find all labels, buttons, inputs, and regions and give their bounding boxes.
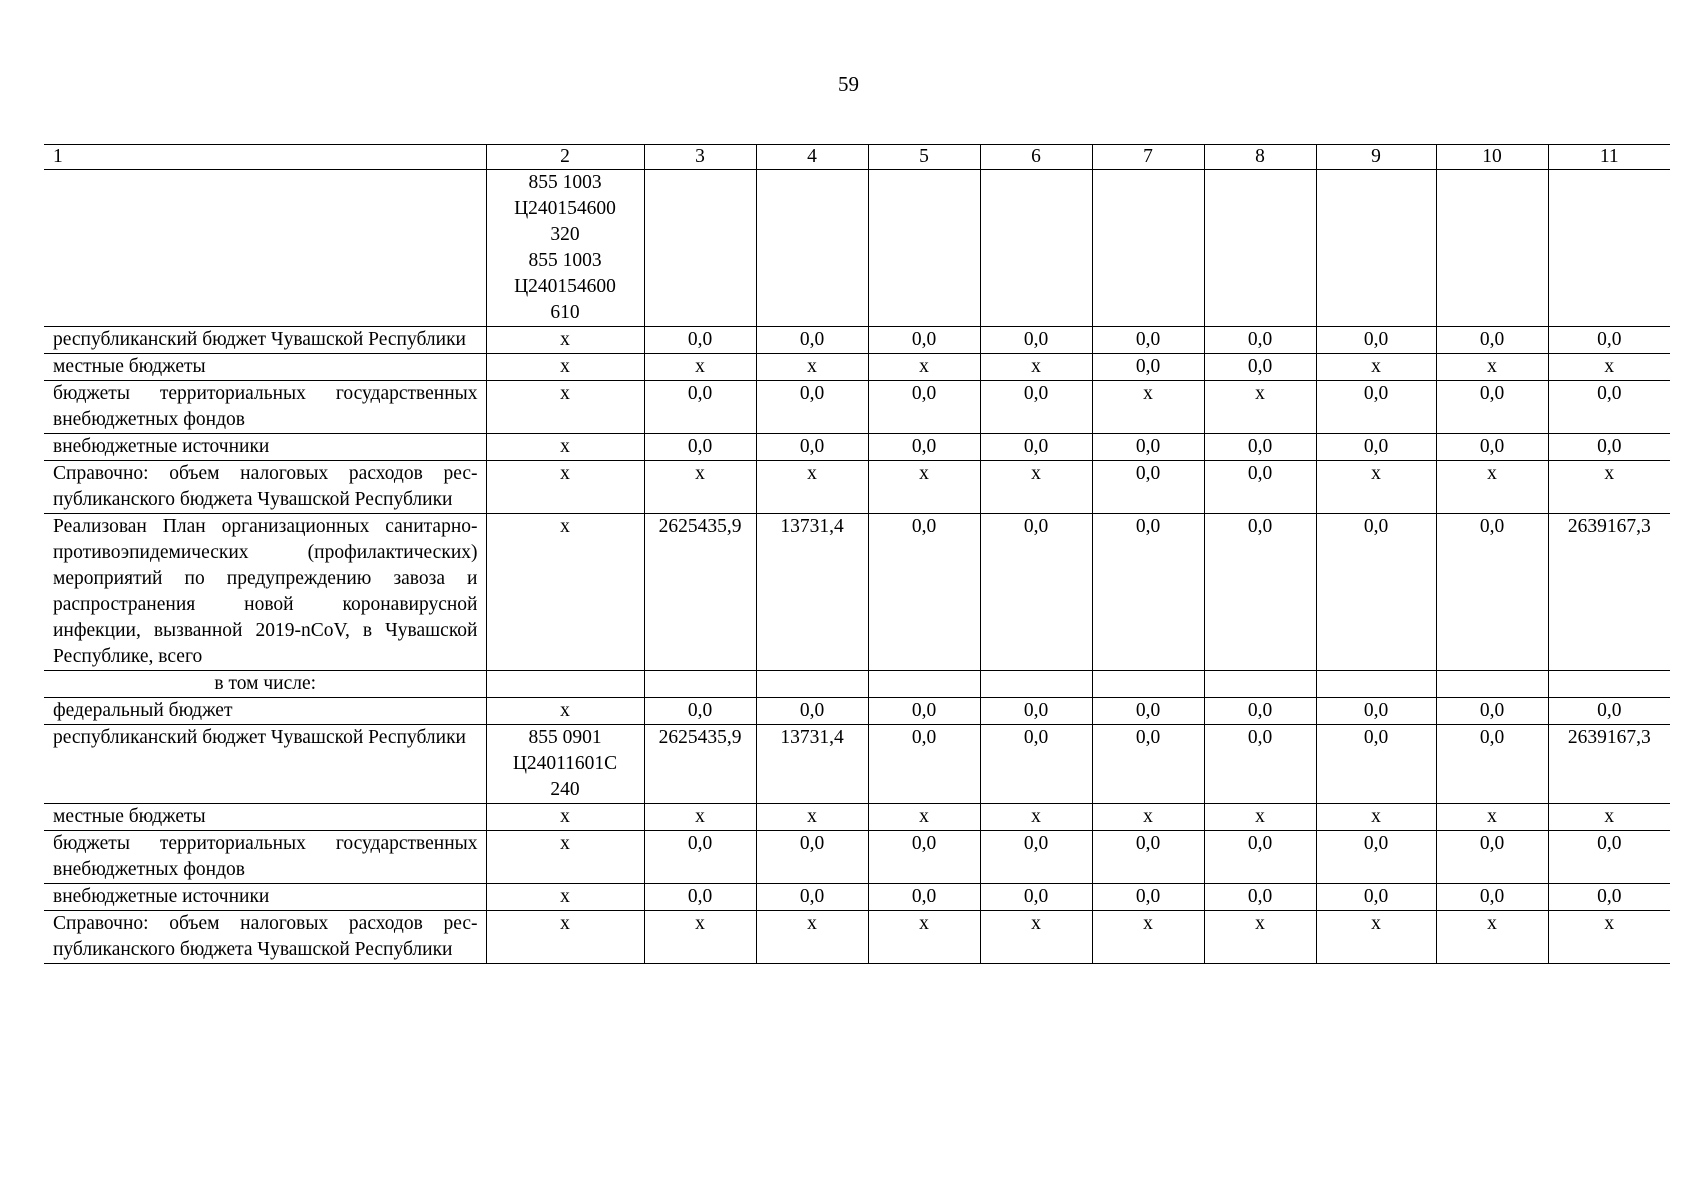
value-cell: 0,0 — [868, 884, 980, 911]
value-cell: х — [868, 911, 980, 964]
value-cell: 0,0 — [980, 381, 1092, 434]
value-cell: х — [1436, 804, 1548, 831]
value-cell: 0,0 — [1204, 725, 1316, 804]
budget-code-cell: х — [486, 434, 644, 461]
budget-code-cell: х — [486, 911, 644, 964]
value-cell: 0,0 — [1316, 381, 1436, 434]
value-cell: 0,0 — [868, 725, 980, 804]
row-label: в том числе: — [44, 671, 486, 698]
value-cell — [756, 170, 868, 327]
value-cell: 0,0 — [1436, 725, 1548, 804]
value-cell: 0,0 — [1204, 327, 1316, 354]
column-number: 10 — [1436, 145, 1548, 170]
table-row — [44, 831, 1670, 884]
budget-code-cell: х — [486, 327, 644, 354]
value-cell: 0,0 — [1436, 884, 1548, 911]
table-row — [44, 461, 1670, 514]
row-label: внебюджетные источники — [44, 884, 486, 911]
value-cell — [644, 170, 756, 327]
value-cell: 0,0 — [868, 327, 980, 354]
value-cell: 13731,4 — [756, 514, 868, 671]
column-number: 9 — [1316, 145, 1436, 170]
row-label: Справочно: объем налоговых расходов республиканского бюджета Чувашской Республики — [44, 461, 486, 514]
value-cell: х — [1548, 461, 1670, 514]
value-cell: 0,0 — [1436, 514, 1548, 671]
value-cell: 0,0 — [756, 698, 868, 725]
value-cell: х — [1092, 381, 1204, 434]
budget-code-cell: х — [486, 514, 644, 671]
table-row — [44, 434, 1670, 461]
value-cell: х — [1204, 911, 1316, 964]
value-cell — [980, 671, 1092, 698]
value-cell: 0,0 — [1316, 725, 1436, 804]
value-cell: 0,0 — [1436, 698, 1548, 725]
table-row — [44, 698, 1670, 725]
budget-table — [44, 144, 1670, 964]
value-cell — [1436, 671, 1548, 698]
column-number: 7 — [1092, 145, 1204, 170]
value-cell: 2639167,3 — [1548, 725, 1670, 804]
value-cell: х — [1436, 911, 1548, 964]
value-cell: х — [868, 354, 980, 381]
row-label: бюджеты территориальных государственных внебюджетных фондов — [44, 381, 486, 434]
value-cell: 13731,4 — [756, 725, 868, 804]
value-cell: 0,0 — [644, 884, 756, 911]
value-cell — [1436, 170, 1548, 327]
table-row — [44, 514, 1670, 671]
budget-code-cell: х — [486, 354, 644, 381]
column-number-row — [44, 145, 1670, 170]
table-row — [44, 671, 1670, 698]
budget-code-cell: 855 0901 Ц24011601С 240 — [486, 725, 644, 804]
column-number: 5 — [868, 145, 980, 170]
value-cell: х — [644, 461, 756, 514]
value-cell: 0,0 — [756, 327, 868, 354]
value-cell: 0,0 — [868, 514, 980, 671]
value-cell: х — [868, 461, 980, 514]
column-number: 8 — [1204, 145, 1316, 170]
value-cell — [1316, 671, 1436, 698]
column-number: 3 — [644, 145, 756, 170]
budget-code-cell: х — [486, 831, 644, 884]
column-number: 2 — [486, 145, 644, 170]
value-cell: 0,0 — [1316, 434, 1436, 461]
budget-code-cell: х — [486, 884, 644, 911]
page-number: 59 — [838, 72, 859, 96]
value-cell: х — [1204, 381, 1316, 434]
value-cell: х — [980, 461, 1092, 514]
value-cell: 0,0 — [1204, 434, 1316, 461]
row-label: республиканский бюджет Чувашской Республики — [44, 725, 486, 804]
table-row — [44, 170, 1670, 327]
value-cell: 0,0 — [1204, 514, 1316, 671]
value-cell: 0,0 — [1548, 831, 1670, 884]
value-cell: х — [756, 911, 868, 964]
value-cell: 2639167,3 — [1548, 514, 1670, 671]
value-cell: 0,0 — [980, 698, 1092, 725]
value-cell: 0,0 — [980, 725, 1092, 804]
value-cell: 0,0 — [644, 698, 756, 725]
value-cell: 0,0 — [1092, 327, 1204, 354]
value-cell: 2625435,9 — [644, 514, 756, 671]
value-cell: х — [644, 911, 756, 964]
value-cell: 0,0 — [1092, 354, 1204, 381]
column-number: 6 — [980, 145, 1092, 170]
value-cell: 0,0 — [1092, 461, 1204, 514]
value-cell — [1316, 170, 1436, 327]
value-cell: х — [644, 804, 756, 831]
value-cell — [868, 170, 980, 327]
value-cell: 0,0 — [1092, 831, 1204, 884]
value-cell: 0,0 — [1204, 831, 1316, 884]
table-row — [44, 327, 1670, 354]
value-cell: х — [756, 461, 868, 514]
value-cell: 0,0 — [1548, 884, 1670, 911]
value-cell — [644, 671, 756, 698]
value-cell: х — [1316, 804, 1436, 831]
row-label: местные бюджеты — [44, 354, 486, 381]
row-label: федеральный бюджет — [44, 698, 486, 725]
value-cell — [756, 671, 868, 698]
value-cell: 0,0 — [980, 434, 1092, 461]
value-cell: 0,0 — [1548, 698, 1670, 725]
value-cell: 0,0 — [980, 327, 1092, 354]
table-body — [44, 145, 1670, 964]
value-cell: 0,0 — [1092, 884, 1204, 911]
value-cell: х — [868, 804, 980, 831]
value-cell: х — [1316, 354, 1436, 381]
value-cell: 0,0 — [1548, 381, 1670, 434]
value-cell: 0,0 — [756, 381, 868, 434]
table-row — [44, 725, 1670, 804]
value-cell: 0,0 — [1092, 514, 1204, 671]
row-label: внебюджетные источники — [44, 434, 486, 461]
value-cell: 0,0 — [644, 434, 756, 461]
value-cell: 0,0 — [1436, 327, 1548, 354]
value-cell: 0,0 — [644, 327, 756, 354]
budget-code-cell — [486, 671, 644, 698]
value-cell: х — [756, 804, 868, 831]
value-cell: 0,0 — [1316, 831, 1436, 884]
value-cell: 0,0 — [1092, 725, 1204, 804]
value-cell — [1204, 671, 1316, 698]
value-cell: 0,0 — [868, 698, 980, 725]
row-label: бюджеты территориальных государственных внебюджетных фондов — [44, 831, 486, 884]
value-cell: 2625435,9 — [644, 725, 756, 804]
value-cell: 0,0 — [1316, 327, 1436, 354]
value-cell: 0,0 — [1092, 434, 1204, 461]
value-cell: 0,0 — [1204, 354, 1316, 381]
value-cell: х — [1204, 804, 1316, 831]
row-label: республиканский бюджет Чувашской Республики — [44, 327, 486, 354]
value-cell: 0,0 — [1316, 884, 1436, 911]
column-number: 4 — [756, 145, 868, 170]
value-cell: х — [1316, 911, 1436, 964]
value-cell: 0,0 — [1436, 381, 1548, 434]
table-row — [44, 911, 1670, 964]
budget-code-cell: х — [486, 461, 644, 514]
value-cell: х — [1548, 804, 1670, 831]
budget-code-cell: х — [486, 804, 644, 831]
value-cell — [1204, 170, 1316, 327]
value-cell: х — [980, 804, 1092, 831]
row-label: местные бюджеты — [44, 804, 486, 831]
value-cell: 0,0 — [980, 831, 1092, 884]
value-cell: х — [1548, 911, 1670, 964]
row-label: Справочно: объем налоговых расходов республиканского бюджета Чувашской Республики — [44, 911, 486, 964]
value-cell: 0,0 — [644, 831, 756, 884]
value-cell — [980, 170, 1092, 327]
budget-code-cell: 855 1003 Ц240154600 320 855 1003 Ц240154600 610 — [486, 170, 644, 327]
row-label: Реализован План организационных санитарно-противоэпидемических (профилактических) мероприятий по предупреждению завоза и распространения новой коронавирусной инфекции, вызванной 2019-nCoV, в Чувашской Республике, всего — [44, 514, 486, 671]
value-cell: 0,0 — [980, 514, 1092, 671]
value-cell: х — [1316, 461, 1436, 514]
value-cell: 0,0 — [644, 381, 756, 434]
value-cell: 0,0 — [1092, 698, 1204, 725]
table-row — [44, 354, 1670, 381]
value-cell: 0,0 — [1436, 434, 1548, 461]
value-cell: 0,0 — [1316, 514, 1436, 671]
value-cell — [1092, 170, 1204, 327]
value-cell: 0,0 — [756, 831, 868, 884]
value-cell: 0,0 — [868, 381, 980, 434]
value-cell: 0,0 — [868, 831, 980, 884]
value-cell: х — [1092, 911, 1204, 964]
value-cell: х — [756, 354, 868, 381]
value-cell: х — [1436, 354, 1548, 381]
value-cell: х — [644, 354, 756, 381]
budget-code-cell: х — [486, 698, 644, 725]
value-cell: 0,0 — [1204, 884, 1316, 911]
row-label — [44, 170, 486, 327]
table-row — [44, 804, 1670, 831]
value-cell: 0,0 — [980, 884, 1092, 911]
value-cell: 0,0 — [868, 434, 980, 461]
column-number: 1 — [44, 145, 486, 170]
value-cell: х — [980, 354, 1092, 381]
value-cell: х — [1548, 354, 1670, 381]
budget-code-cell: х — [486, 381, 644, 434]
value-cell: 0,0 — [1316, 698, 1436, 725]
table-row — [44, 884, 1670, 911]
value-cell — [1548, 170, 1670, 327]
value-cell: 0,0 — [1204, 698, 1316, 725]
value-cell: 0,0 — [1204, 461, 1316, 514]
value-cell: 0,0 — [1548, 434, 1670, 461]
table-row — [44, 381, 1670, 434]
value-cell: х — [1092, 804, 1204, 831]
value-cell: 0,0 — [1436, 831, 1548, 884]
value-cell — [1548, 671, 1670, 698]
value-cell — [868, 671, 980, 698]
value-cell: х — [1436, 461, 1548, 514]
value-cell — [1092, 671, 1204, 698]
value-cell: 0,0 — [756, 434, 868, 461]
column-number: 11 — [1548, 145, 1670, 170]
value-cell: х — [980, 911, 1092, 964]
value-cell: 0,0 — [756, 884, 868, 911]
value-cell: 0,0 — [1548, 327, 1670, 354]
